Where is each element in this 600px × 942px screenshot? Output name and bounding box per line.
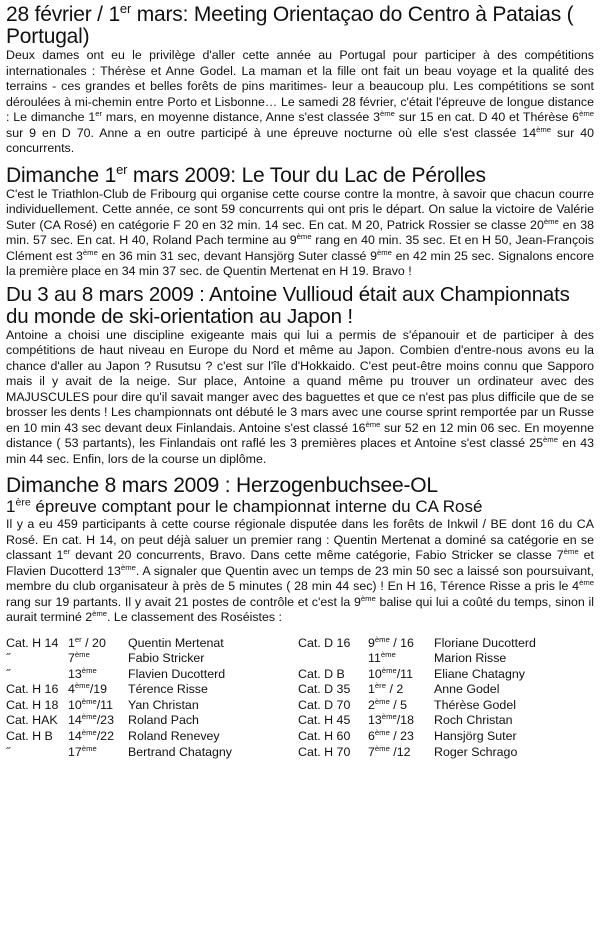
table-row [6, 682, 584, 698]
section-ski-orientation [6, 284, 594, 468]
rank-cell: 10ème/11 [368, 665, 414, 681]
name-cell: Roland Pach [128, 713, 199, 728]
name-cell: Quentin Mertenat [128, 635, 224, 650]
category-cell: ˝ [6, 666, 11, 681]
name-cell: Térence Risse [128, 682, 208, 697]
name-cell: Hansjörg Suter [434, 729, 517, 744]
name-cell: Floriane Ducotterd [434, 635, 536, 650]
section-body: Il y a eu 459 participants à cette course régionale disputée dans les forêts de Inkwil / BE dont 16 du CA Rosé. En cat. H 14, on peut déjà saluer un premier rang : Quentin Mertenat a dominé sa catégorie en se classant 1er devant 20 concurrents, Bravo. Dans cette même catégorie, Fabio Stricker se classe 7ème et Flavien Ducotterd 13ème. A signaler que Quentin avec un temps de 23 min 50 sec a laissé son poursuivant, membre du club organisateur à près de 5 minutes ( 28 min 44 sec) ! En H 16, Térence Risse a pris le 4ème rang sur 19 partants. Il y avait 21 postes de contrôle et c'est la 9ème balise qui lui a coûté du temps, sinon il aurait terminé 2ème. Le classement des Roséistes : [6, 517, 594, 624]
rank-cell: 13ème/18 [368, 712, 414, 728]
category-cell: Cat. D B [298, 666, 345, 681]
section-perolles [6, 161, 594, 280]
table-row [6, 729, 584, 745]
rank-cell: 6ème / 23 [368, 727, 414, 744]
category-cell: Cat. H B [6, 729, 53, 744]
category-cell: Cat. H 45 [298, 713, 351, 728]
category-cell: Cat. H 18 [6, 697, 59, 712]
table-row [6, 636, 584, 652]
category-cell: Cat. H 14 [6, 635, 59, 650]
table-row [6, 667, 584, 683]
rank-cell: 4ème/19 [68, 681, 108, 697]
section-title: Dimanche 1er mars 2009: Le Tour du Lac de Pérolles [6, 161, 486, 187]
name-cell: Fabio Stricker [128, 651, 205, 666]
table-row [6, 745, 584, 761]
name-cell: Bertrand Chatagny [128, 744, 233, 759]
name-cell: Roch Christan [434, 713, 513, 728]
section-portugal [6, 1, 594, 157]
rank-cell: 13ème [68, 665, 97, 681]
rank-cell: 7ème /12 [368, 743, 411, 759]
category-cell [298, 651, 368, 667]
name-cell: Roger Schrago [434, 744, 518, 759]
category-cell: Cat. HAK [6, 713, 58, 728]
section-title: 28 février / 1er mars: Meeting Orientaçao do Centro à Pataias ( Portugal) [6, 1, 574, 48]
rank-cell: 14ème/23 [68, 712, 114, 728]
rank-cell: 14ème/22 [68, 727, 114, 744]
section-subtitle: 1ère épreuve comptant pour le championnat interne du CA Rosé [6, 496, 483, 516]
name-cell: Thérèse Godel [434, 697, 516, 712]
category-cell: Cat. D 16 [298, 635, 351, 650]
table-row [6, 713, 584, 729]
rank-cell: 10ème/11 [68, 696, 114, 712]
section-title: Du 3 au 8 mars 2009 : Antoine Vullioud était aux Championnats du monde de ski-orientation au Japon ! [6, 282, 570, 328]
name-cell: Roland Renevey [128, 729, 220, 744]
rank-cell: 7ème [68, 649, 90, 666]
rank-cell: 9ème / 16 [368, 634, 414, 650]
category-cell: Cat. H 60 [298, 729, 351, 744]
table-row [6, 698, 584, 714]
rank-cell: 17ème [68, 743, 97, 759]
category-cell: Cat. D 70 [298, 697, 351, 712]
category-cell: ˝ [6, 744, 11, 759]
rank-cell: 1ère / 2 [368, 681, 404, 697]
name-cell: Marion Risse [434, 651, 507, 666]
category-cell: Cat. H 70 [298, 744, 351, 759]
table-row [6, 651, 584, 667]
section-title: Dimanche 8 mars 2009 : Herzogenbuchsee-OL [6, 474, 438, 497]
rank-cell: 2ème / 5 [368, 696, 408, 712]
category-cell: ˝ [6, 651, 11, 666]
rank-cell: 11ème [368, 649, 396, 666]
section-herzogenbuchsee [6, 475, 594, 760]
section-body: Antoine a choisi une discipline exigeante mais qui lui a permis de s'épanouir et de participer à des compétitions de haut niveau en Europe du Nord et même au Japon. Combien d'entre-nous avons eu la chance d'aller au Japon ? Rusutsu ? c'est sur l'île d'Hokkaido. C'est peut-être moins connu que Sapporo mais il y avait de la neige. Sur place, Antoine a quand même pu trouver un ordinateur avec des MAJUSCULES pour dire qu'il savait manger avec des baguettes et que ce n'est pas plus difficile que de se brosser les dents ! Les championnats ont débuté le 3 mars avec une course sprint remportée par un Russe en 10 min 43 sec devant deux Finlandais. Antoine s'est classé 16ème sur 52 en 12 min 06 sec. En moyenne distance ( 53 partants), les Finlandais ont raflé les 3 premières places et Antoine s'est classé 25ème en 43 min 44 sec. Enfin, lors de la course un diplôme. [6, 327, 594, 466]
category-cell: Cat. D 35 [298, 682, 351, 697]
category-cell: Cat. H 16 [6, 682, 59, 697]
name-cell: Yan Christan [128, 697, 199, 712]
name-cell: Anne Godel [434, 682, 500, 697]
name-cell: Eliane Chatagny [434, 666, 525, 681]
section-body: C'est le Triathlon-Club de Fribourg qui organise cette course contre la montre, à savoir que chacun courre individuellement. Cette année, ce sont 59 concurrents qui ont pris le départ. On salue la victoire de Valérie Suter (CA Rosé) en catégorie F 20 en 32 min. 14 sec. En cat. M 20, Patrick Rossier se classe 20ème en 38 min. 57 sec. En cat. H 40, Roland Pach termine au 9ème rang en 40 min. 35 sec. Et en H 50, Jean-François Clément est 3ème en 36 min 31 sec, devant Hansjörg Suter classé 9ème en 42 min 25 sec. Signalons encore la première place en 34 min 37 sec. de Quentin Mertenat en H 19. Bravo ! [6, 186, 594, 278]
section-body: Deux dames ont eu le privilège d'aller cette année au Portugal pour participer à des compétitions internationales : Thérèse et Anne Godel. La maman et la fille ont fait un beau voyage et la qualité des terrains - ces grandes et belles forêts de pins maritimes- leur a beaucoup plu. Les compétitions se sont déroulées à mi-chemin entre Porto et Lisbonne… Le samedi 28 février, c'était l'épreuve de longue distance : Le dimanche 1er mars, en moyenne distance, Anne s'est classée 3ème sur 15 en cat. D 40 et Thérèse 6ème sur 9 en D 70. Anne a en outre participé à une épreuve nocturne où elle s'est classée 14ème sur 40 concurrents. [6, 48, 594, 155]
name-cell: Flavien Ducotterd [128, 666, 226, 681]
results-table [6, 636, 584, 761]
rank-cell: 1er / 20 [68, 634, 106, 650]
